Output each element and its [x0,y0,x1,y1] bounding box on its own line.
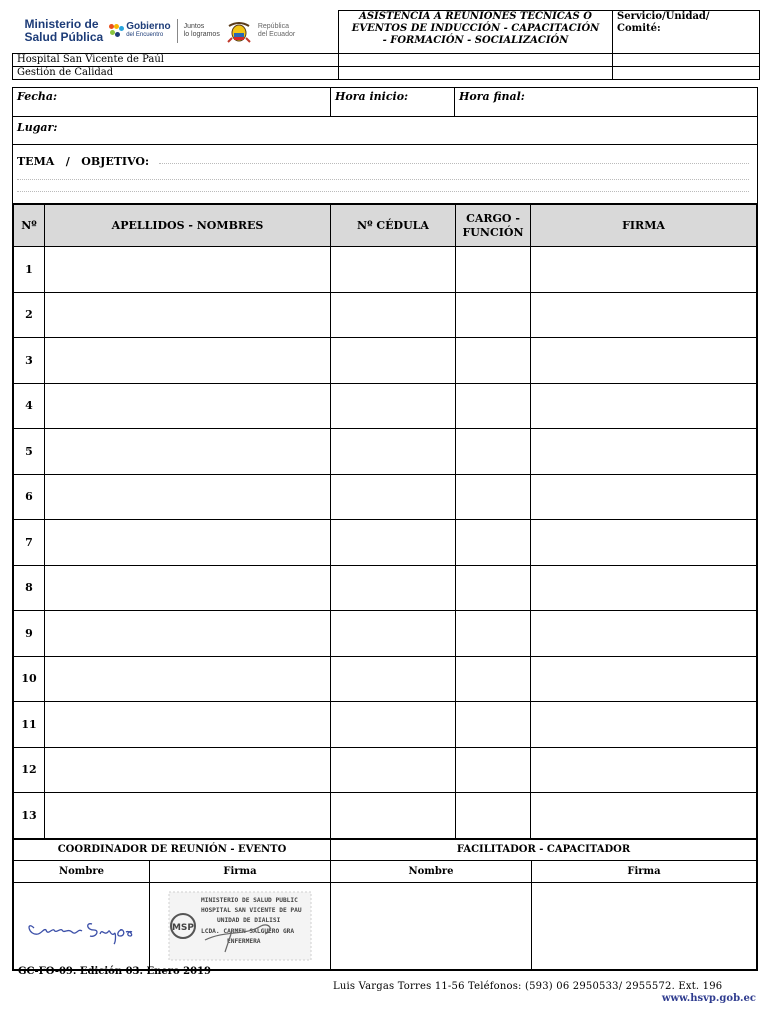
tema-line-1 [159,163,749,164]
form-code: GC-FO-09. Edición 03. Enero 2019 [18,966,211,977]
row-number: 7 [14,520,45,566]
cedula-cell[interactable] [331,702,456,748]
header-blank-1 [339,54,613,67]
hora-inicio-label: Hora inicio: [335,90,409,103]
names-cell[interactable] [45,338,331,384]
coordinator-firma-label: Firma [150,860,331,882]
signatures-table [13,839,757,970]
lugar-label: Lugar: [17,121,58,134]
tema-line-2 [17,179,749,180]
facilitator-firma-label: Firma [532,860,757,882]
handwritten-signature [20,906,144,946]
names-cell[interactable] [45,383,331,429]
cedula-cell[interactable] [331,793,456,839]
cedula-cell[interactable] [331,383,456,429]
cargo-cell[interactable] [456,793,531,839]
firma-cell[interactable] [531,429,757,475]
cargo-cell[interactable] [456,520,531,566]
tema-label: TEMA / OBJETIVO: [17,155,150,168]
row-number: 11 [14,702,45,748]
row-number: 5 [14,429,45,475]
cedula-cell[interactable] [331,656,456,702]
row-number: 1 [14,247,45,293]
row-number: 4 [14,383,45,429]
cedula-cell[interactable] [331,747,456,793]
header-blank-4 [613,67,760,80]
cargo-cell[interactable] [456,565,531,611]
service-unit-field[interactable]: Servicio/Unidad/ Comité: [613,11,760,54]
table-row [14,338,757,384]
form-title: ASISTENCIA A REUNIONES TECNICAS O EVENTOS DE INDUCCIÓN - CAPACITACIÓN - FORMACIÓN - SOCIALIZACIÓN [339,11,613,54]
col-header-firma: FIRMA [531,205,757,247]
republica-label: República del Ecuador [257,22,296,38]
header-blank-3 [339,67,613,80]
table-row [14,292,757,338]
cargo-cell[interactable] [456,747,531,793]
table-row [14,429,757,475]
firma-cell[interactable] [531,656,757,702]
hora-final-field[interactable] [455,88,757,116]
address: Luis Vargas Torres 11-56 Teléfonos: (593) 06 2950533/ 2955572. Ext. 196 [333,981,723,992]
logo-area [13,11,339,54]
names-cell[interactable] [45,520,331,566]
tema-line-3 [17,191,749,192]
names-cell[interactable] [45,656,331,702]
coat-of-arms-icon [226,18,252,44]
firma-cell[interactable] [531,793,757,839]
row-number: 8 [14,565,45,611]
cedula-cell[interactable] [331,474,456,520]
firma-cell[interactable] [531,474,757,520]
coordinator-firma-cell[interactable] [150,882,331,969]
firma-cell[interactable] [531,520,757,566]
firma-cell[interactable] [531,338,757,384]
cargo-cell[interactable] [456,474,531,520]
cargo-cell[interactable] [456,702,531,748]
col-header-cedula: Nº CÉDULA [331,205,456,247]
coordinator-header: COORDINADOR DE REUNIÓN - EVENTO [14,839,331,860]
firma-cell[interactable] [531,383,757,429]
svg-text:LCDA. CARMEN SALGUERO GRA: LCDA. CARMEN SALGUERO GRA [201,927,295,935]
svg-text:MINISTERIO DE SALUD PUBLIC: MINISTERIO DE SALUD PUBLIC [201,896,298,904]
row-number: 10 [14,656,45,702]
table-row [14,520,757,566]
names-cell[interactable] [45,474,331,520]
attendance-form [12,87,758,971]
fecha-label: Fecha: [17,90,58,103]
cedula-cell[interactable] [331,247,456,293]
firma-cell[interactable] [531,247,757,293]
row-number: 12 [14,747,45,793]
logo-divider [177,19,178,43]
cedula-cell[interactable] [331,520,456,566]
firma-cell[interactable] [531,611,757,657]
attendance-table [13,204,757,839]
names-cell[interactable] [45,565,331,611]
cargo-cell[interactable] [456,247,531,293]
names-cell[interactable] [45,292,331,338]
coordinator-nombre-cell[interactable] [14,882,150,969]
svg-text:MSP: MSP [171,922,195,933]
names-cell[interactable] [45,429,331,475]
coordinator-nombre-label: Nombre [14,860,150,882]
cedula-cell[interactable] [331,611,456,657]
date-time-row [13,88,757,117]
row-number: 9 [14,611,45,657]
facilitator-header: FACILITADOR - CAPACITADOR [331,839,757,860]
hora-inicio-field[interactable] [331,88,455,116]
facilitator-firma-cell[interactable] [532,882,757,969]
table-row [14,702,757,748]
official-stamp [165,890,315,962]
cedula-cell[interactable] [331,292,456,338]
names-cell[interactable] [45,702,331,748]
cargo-cell[interactable] [456,656,531,702]
svg-text:UNIDAD DE DIALISI: UNIDAD DE DIALISI [217,916,281,924]
row-number: 3 [14,338,45,384]
table-row [14,747,757,793]
fecha-field[interactable] [13,88,331,116]
ministry-logo: Ministerio de Salud Pública [24,16,104,44]
names-cell[interactable] [45,793,331,839]
facilitator-nombre-label: Nombre [331,860,532,882]
hospital-name: Hospital San Vicente de Paúl [13,54,339,67]
firma-cell[interactable] [531,565,757,611]
hora-final-label: Hora final: [459,90,525,103]
facilitator-nombre-cell[interactable] [331,882,532,969]
cargo-cell[interactable] [456,429,531,475]
firma-cell[interactable] [531,292,757,338]
table-row [14,383,757,429]
names-cell[interactable] [45,247,331,293]
names-cell[interactable] [45,747,331,793]
table-row [14,565,757,611]
cedula-cell[interactable] [331,338,456,384]
names-cell[interactable] [45,611,331,657]
firma-cell[interactable] [531,747,757,793]
department-name: Gestión de Calidad [13,67,339,80]
col-header-names: APELLIDOS - NOMBRES [45,205,331,247]
col-header-cargo: CARGO - FUNCIÓN [456,205,531,247]
table-header-row [14,205,757,247]
row-number: 6 [14,474,45,520]
website-link[interactable]: www.hsvp.gob.ec [661,993,756,1004]
gobierno-mark-icon [109,24,123,38]
cargo-cell[interactable] [456,338,531,384]
table-row [14,474,757,520]
cargo-cell[interactable] [456,292,531,338]
table-row [14,247,757,293]
table-row [14,793,757,839]
cargo-cell[interactable] [456,383,531,429]
header-table [12,10,760,80]
tema-field[interactable] [13,145,757,204]
svg-text:HOSPITAL SAN VICENTE DE PAU: HOSPITAL SAN VICENTE DE PAU [201,906,302,914]
row-number: 2 [14,292,45,338]
slogan: Juntos lo logramos [183,22,220,38]
cargo-cell[interactable] [456,611,531,657]
cedula-cell[interactable] [331,429,456,475]
firma-cell[interactable] [531,702,757,748]
lugar-row[interactable] [13,117,757,145]
col-header-number: Nº [14,205,45,247]
cedula-cell[interactable] [331,565,456,611]
row-number: 13 [14,793,45,839]
table-row [14,656,757,702]
gobierno-logo: Gobierno del Encuentro [109,22,170,39]
header-blank-2 [613,54,760,67]
svg-text:ENFERMERA: ENFERMERA [227,937,261,945]
table-row [14,611,757,657]
